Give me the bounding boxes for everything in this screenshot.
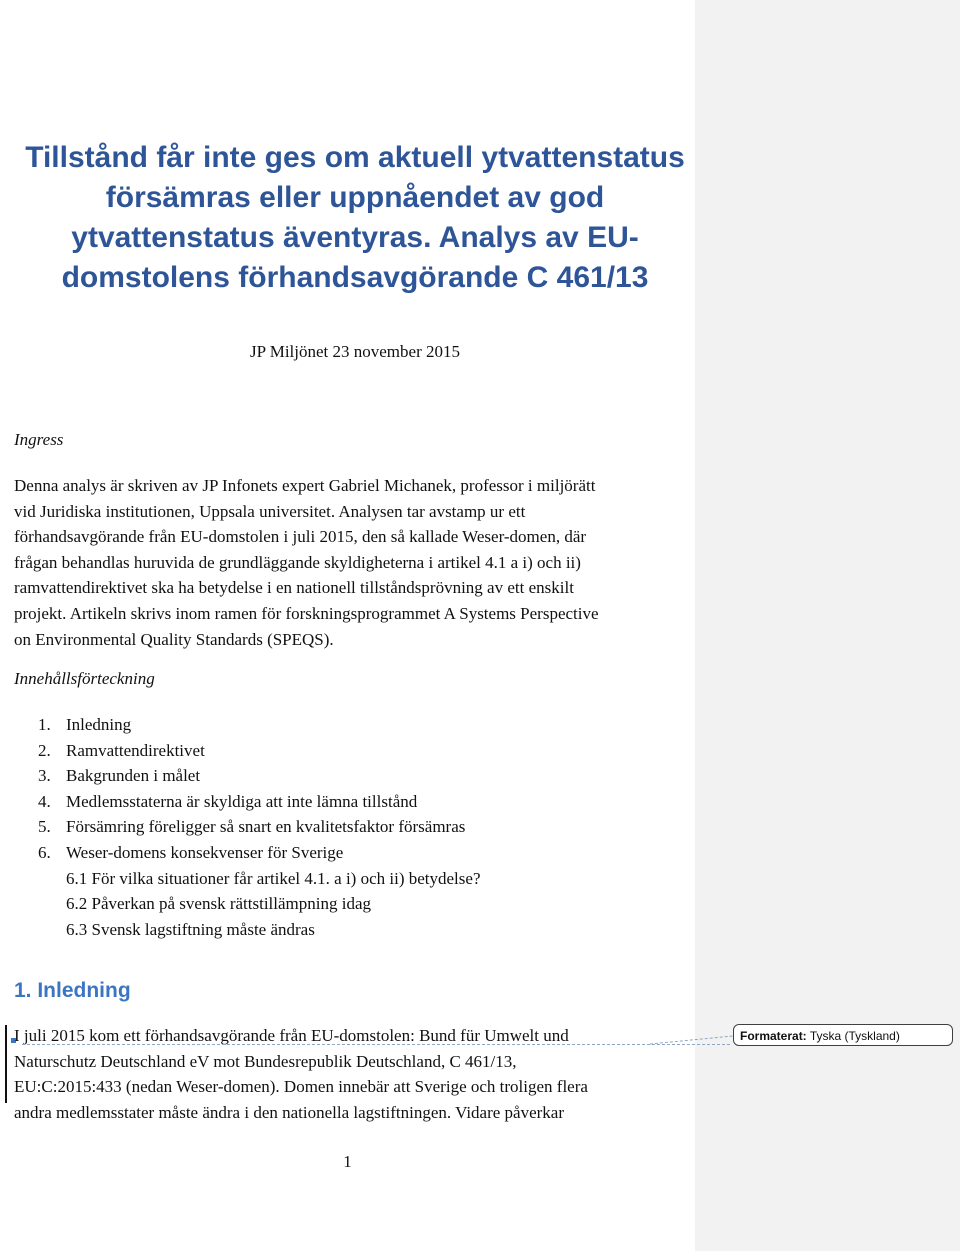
toc-item[interactable] (38, 840, 480, 866)
toc-item[interactable] (38, 738, 480, 764)
toc-subitem[interactable]: 6.2 Påverkan på svensk rättstillämpning idag (66, 894, 371, 914)
title-line: domstolens förhandsavgörande C 461/13 (61, 261, 649, 294)
toc-item[interactable] (38, 763, 480, 789)
source-line: JP Miljönet 23 november 2015 (250, 342, 460, 361)
toc-item[interactable] (38, 789, 480, 815)
balloon-label: Formaterat: (740, 1029, 807, 1043)
toc-item[interactable] (38, 712, 480, 738)
revision-change-bar (5, 1025, 7, 1103)
document-title (15, 138, 695, 298)
toc-subitem[interactable]: 6.3 Svensk lagstiftning måste ändras (66, 919, 315, 939)
ingress-line: projekt. Artikeln skrivs inom ramen för forskningsprogrammet A Systems Perspective (14, 603, 599, 623)
toc-item-number: 5. (38, 817, 51, 837)
ingress-line: on Environmental Quality Standards (SPEQS). (14, 629, 334, 649)
ingress-line: frågan behandlas huruvida de grundläggande skyldigheterna i artikel 4.1 a i) och ii) (14, 552, 581, 572)
toc-subitem[interactable]: 6.1 För vilka situationer får artikel 4.1. a i) och ii) betydelse? (66, 868, 481, 888)
toc-item-text: Ramvattendirektivet (66, 740, 205, 760)
toc-item-number: 1. (38, 715, 51, 734)
body-line: I juli 2015 kom ett förhandsavgörande från EU-domstolen: Bund für Umwelt und (14, 1026, 569, 1045)
ingress-heading: Ingress (14, 430, 64, 449)
title-line: försämras eller uppnåendet av god (105, 181, 605, 214)
body-line: EU:C:2015:433 (nedan Weser-domen). Domen innebär att Sverige och troligen flera (14, 1077, 588, 1097)
comment-leader-line (22, 1044, 730, 1046)
format-change-balloon[interactable] (733, 1024, 953, 1046)
ingress-line: ramvattendirektivet ska ha betydelse i en nationell tillståndsprövning av ett enskilt (14, 578, 574, 598)
toc-item-number: 3. (38, 766, 51, 786)
ingress-paragraph (14, 473, 694, 652)
comment-connector (650, 1034, 735, 1046)
markup-margin-pane (695, 0, 960, 1251)
toc-item-text: Medlemsstaterna är skyldiga att inte lämna tillstånd (66, 791, 418, 811)
section-heading: 1. Inledning (14, 979, 131, 1002)
ingress-line: vid Juridiska institutionen, Uppsala universitet. Analysen tar avstamp ur ett (14, 501, 526, 521)
toc-item-number: 4. (38, 791, 51, 811)
balloon-text: Tyska (Tyskland) (809, 1029, 900, 1043)
body-paragraph (14, 1023, 694, 1125)
title-line: ytvattenstatus äventyras. Analys av EU- (71, 221, 639, 254)
toc-item-text: Bakgrunden i målet (66, 766, 201, 786)
title-line: Tillstånd får inte ges om aktuell ytvattenstatus (25, 141, 685, 174)
body-line: Naturschutz Deutschland eV mot Bundesrepublik Deutschland, C 461/13, (14, 1051, 517, 1071)
toc-item-number: 2. (38, 740, 51, 760)
table-of-contents (38, 712, 480, 942)
toc-item[interactable] (38, 814, 480, 840)
toc-item-number: 6. (38, 842, 51, 862)
ingress-line: förhandsavgörande från EU-domstolen i juli 2015, den så kallade Weser-domen, där (14, 527, 587, 547)
page-number: 1 (343, 1152, 352, 1171)
body-line: andra medlemsstater måste ändra i den nationella lagstiftningen. Vidare påverkar (14, 1102, 565, 1122)
ingress-line: Denna analys är skriven av JP Infonets expert Gabriel Michanek, professor i miljörätt (14, 476, 596, 495)
toc-heading: Innehållsförteckning (14, 669, 155, 688)
toc-item-text: Försämring föreligger så snart en kvalitetsfaktor försämras (66, 817, 466, 837)
toc-item-text: Inledning (66, 715, 132, 734)
toc-item-text: Weser-domens konsekvenser för Sverige (66, 842, 344, 862)
